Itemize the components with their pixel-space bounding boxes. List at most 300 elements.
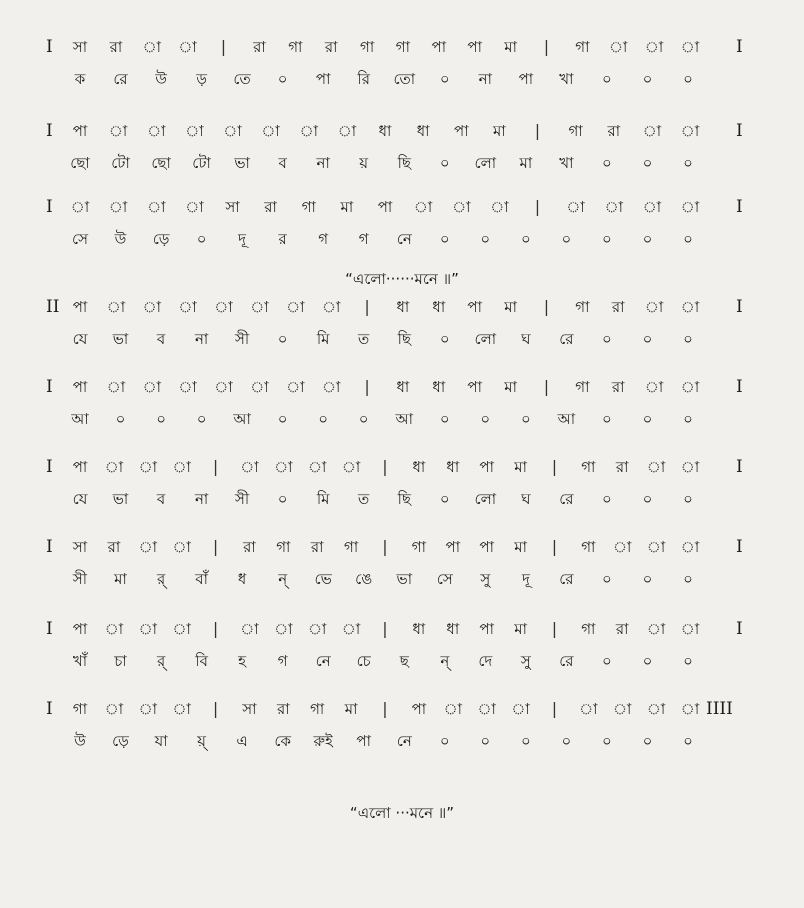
swara-note: া bbox=[286, 378, 305, 396]
lyric-syllable: ঘ bbox=[521, 330, 531, 348]
lyric-row bbox=[0, 646, 804, 676]
bar-line: | bbox=[534, 121, 541, 140]
swara-row bbox=[0, 32, 804, 62]
lyric-syllable: ব bbox=[156, 490, 166, 508]
swara-note: রা bbox=[109, 38, 123, 56]
lyric-syllable: র্ bbox=[156, 570, 166, 588]
swara-note: া bbox=[680, 538, 700, 556]
lyric-row bbox=[0, 726, 804, 756]
swara-note: পা bbox=[479, 458, 494, 476]
lyric-syllable: লো bbox=[474, 154, 497, 172]
swara-note: পা bbox=[431, 38, 447, 56]
swara-note: া bbox=[108, 198, 128, 216]
lyric-syllable: ০ bbox=[683, 490, 693, 508]
swara-note: া bbox=[477, 700, 496, 718]
swara-note: া bbox=[178, 378, 197, 396]
swara-note: া bbox=[680, 620, 700, 638]
bar-line: | bbox=[382, 537, 388, 556]
swara-note: া bbox=[138, 700, 157, 718]
swara-note: মা bbox=[504, 298, 517, 316]
swara-note: া bbox=[337, 122, 357, 140]
swara-note: গা bbox=[360, 38, 375, 56]
lyric-syllable: ০ bbox=[642, 652, 653, 670]
swara-note: া bbox=[443, 700, 462, 718]
swara-note: া bbox=[452, 198, 471, 216]
swara-note: রা bbox=[611, 298, 625, 316]
swara-note: গা bbox=[581, 620, 596, 638]
lyric-syllable: পা bbox=[356, 732, 371, 750]
swara-note: া bbox=[307, 620, 327, 638]
swara-note: া bbox=[646, 538, 666, 556]
right-bar-mark: I bbox=[736, 37, 743, 57]
swara-note: গা bbox=[310, 700, 325, 718]
lyric-syllable: দূ bbox=[238, 230, 247, 248]
lyric-syllable: ০ bbox=[439, 70, 450, 88]
lyric-syllable: ০ bbox=[683, 410, 693, 428]
lyric-row bbox=[0, 324, 804, 354]
lyric-syllable: আ bbox=[395, 410, 414, 428]
lyric-syllable: ০ bbox=[439, 490, 450, 508]
swara-note: া bbox=[307, 458, 327, 476]
bar-line: | bbox=[382, 699, 388, 718]
lyric-syllable: ব bbox=[156, 330, 166, 348]
swara-note: পা bbox=[467, 378, 482, 396]
lyric-syllable: না bbox=[316, 154, 330, 172]
swara-note: া bbox=[104, 700, 124, 718]
lyric-syllable: খা bbox=[559, 70, 574, 88]
bar-line: | bbox=[212, 457, 219, 476]
swara-note: গা bbox=[581, 538, 596, 556]
swara-note: ধা bbox=[446, 458, 460, 476]
lyric-syllable: ০ bbox=[642, 330, 653, 348]
bar-line: | bbox=[551, 537, 558, 556]
lyric-row bbox=[0, 64, 804, 94]
lyric-syllable: মি bbox=[316, 490, 330, 508]
lyric-syllable: সু bbox=[480, 570, 491, 588]
left-bar-mark: I bbox=[46, 37, 53, 57]
swara-note: মা bbox=[493, 122, 506, 140]
right-bar-mark: I bbox=[736, 197, 743, 217]
lyric-syllable: বি bbox=[195, 652, 208, 670]
lyric-syllable: ০ bbox=[602, 70, 612, 88]
lyric-syllable: উ bbox=[74, 732, 86, 750]
swara-note: পা bbox=[72, 620, 88, 638]
lyric-syllable: মি bbox=[316, 330, 330, 348]
swara-note: পা bbox=[445, 538, 461, 556]
swara-note: গা bbox=[411, 538, 426, 556]
lyric-syllable: যে bbox=[72, 330, 88, 348]
swara-note: া bbox=[579, 700, 598, 718]
swara-note: া bbox=[274, 458, 293, 476]
swara-note: া bbox=[106, 298, 126, 316]
lyric-syllable: টো bbox=[192, 154, 211, 172]
swara-note: মা bbox=[514, 538, 527, 556]
swara-note: রা bbox=[243, 538, 256, 556]
lyric-syllable: ক bbox=[74, 70, 86, 88]
swara-note: া bbox=[341, 620, 361, 638]
swara-note: া bbox=[185, 198, 204, 216]
swara-note: া bbox=[644, 298, 664, 316]
swara-note: া bbox=[138, 458, 157, 476]
lyric-syllable: সে bbox=[72, 230, 88, 248]
lyric-syllable: ০ bbox=[683, 230, 693, 248]
bar-line: | bbox=[551, 619, 558, 638]
section-heading: “এলো······মনে ॥” bbox=[345, 270, 459, 288]
lyric-syllable: ০ bbox=[683, 570, 693, 588]
lyric-syllable: সী bbox=[72, 570, 88, 588]
lyric-syllable: খাঁ bbox=[72, 652, 88, 670]
lyric-syllable: উ bbox=[155, 70, 167, 88]
lyric-syllable: আ bbox=[233, 410, 251, 428]
lyric-syllable: ০ bbox=[602, 410, 612, 428]
lyric-syllable: ভা bbox=[112, 490, 129, 508]
left-bar-mark: I bbox=[46, 197, 53, 217]
swara-note: া bbox=[104, 458, 124, 476]
swara-note: সা bbox=[242, 700, 257, 718]
lyric-syllable: ত bbox=[358, 490, 370, 508]
swara-note: া bbox=[108, 122, 128, 140]
lyric-syllable: রে bbox=[559, 330, 574, 348]
lyric-syllable: ০ bbox=[277, 410, 288, 428]
right-bar-mark: I bbox=[736, 297, 743, 317]
lyric-syllable: ০ bbox=[439, 732, 450, 750]
bar-line: | bbox=[212, 699, 219, 718]
swara-note: পা bbox=[454, 122, 469, 140]
swara-row bbox=[0, 116, 804, 146]
lyric-syllable: ০ bbox=[196, 410, 207, 428]
swara-note: পা bbox=[411, 700, 427, 718]
lyric-syllable: ০ bbox=[683, 330, 693, 348]
swara-row bbox=[0, 614, 804, 644]
swara-note: ধা bbox=[432, 378, 446, 396]
swara-note: গা bbox=[288, 38, 303, 56]
lyric-syllable: ০ bbox=[602, 490, 612, 508]
lyric-row bbox=[0, 224, 804, 254]
swara-note: া bbox=[142, 38, 161, 56]
swara-note: া bbox=[646, 458, 666, 476]
swara-note: পা bbox=[467, 38, 482, 56]
lyric-syllable: টো bbox=[111, 154, 130, 172]
lyric-syllable: হ bbox=[238, 652, 247, 670]
swara-note: রা bbox=[611, 378, 625, 396]
swara-note: মা bbox=[344, 700, 358, 718]
lyric-syllable: গ bbox=[318, 230, 329, 248]
lyric-syllable: ০ bbox=[480, 230, 491, 248]
swara-note: া bbox=[680, 458, 700, 476]
lyric-syllable: না bbox=[194, 490, 209, 508]
lyric-syllable: র্ bbox=[156, 652, 166, 670]
left-bar-mark: II bbox=[46, 297, 60, 317]
swara-note: া bbox=[644, 378, 664, 396]
swara-note: া bbox=[70, 198, 90, 216]
swara-row bbox=[0, 292, 804, 322]
bar-line: | bbox=[543, 297, 550, 316]
right-bar-mark: I bbox=[736, 121, 743, 141]
lyric-syllable: ০ bbox=[277, 330, 288, 348]
swara-note: পা bbox=[72, 122, 88, 140]
lyric-syllable: ০ bbox=[480, 410, 491, 428]
lyric-syllable: না bbox=[194, 330, 209, 348]
swara-note: পা bbox=[377, 198, 393, 216]
swara-note: রা bbox=[310, 538, 324, 556]
right-bar-mark: I bbox=[736, 377, 743, 397]
bar-line: | bbox=[364, 297, 370, 316]
lyric-syllable: য়্ bbox=[197, 732, 207, 750]
lyric-syllable: ০ bbox=[561, 732, 572, 750]
lyric-syllable: সী bbox=[234, 330, 250, 348]
lyric-syllable: কে bbox=[274, 732, 291, 750]
swara-note: া bbox=[642, 122, 662, 140]
swara-note: া bbox=[341, 458, 361, 476]
lyric-syllable: লো bbox=[474, 330, 497, 348]
swara-note: া bbox=[172, 700, 191, 718]
lyric-syllable: ০ bbox=[683, 70, 693, 88]
swara-note: া bbox=[511, 700, 530, 718]
lyric-syllable: ০ bbox=[277, 70, 288, 88]
swara-row bbox=[0, 192, 804, 222]
lyric-syllable: ০ bbox=[602, 652, 612, 670]
swara-note: া bbox=[604, 198, 623, 216]
lyric-syllable: ব bbox=[278, 154, 287, 172]
lyric-syllable: ০ bbox=[642, 570, 653, 588]
lyric-syllable: ০ bbox=[439, 330, 450, 348]
lyric-syllable: ০ bbox=[602, 570, 612, 588]
swara-note: সা bbox=[72, 538, 88, 556]
swara-note: গা bbox=[395, 38, 410, 56]
swara-note: া bbox=[104, 620, 124, 638]
swara-note: ধা bbox=[416, 122, 430, 140]
lyric-syllable: নে bbox=[315, 652, 331, 670]
lyric-syllable: ন্ bbox=[278, 570, 288, 588]
lyric-syllable: রে bbox=[113, 70, 128, 88]
lyric-syllable: ০ bbox=[561, 230, 572, 248]
right-bar-mark: I bbox=[736, 457, 743, 477]
lyric-syllable: ০ bbox=[642, 732, 653, 750]
lyric-syllable: নে bbox=[396, 230, 412, 248]
lyric-syllable: ০ bbox=[521, 410, 531, 428]
swara-note: গা bbox=[72, 700, 88, 718]
swara-note: া bbox=[680, 378, 700, 396]
swara-note: া bbox=[680, 122, 700, 140]
swara-note: া bbox=[178, 38, 197, 56]
lyric-syllable: পা bbox=[518, 70, 534, 88]
swara-row bbox=[0, 452, 804, 482]
swara-row bbox=[0, 372, 804, 402]
lyric-syllable: ত bbox=[358, 330, 370, 348]
swara-note: মা bbox=[340, 198, 354, 216]
swara-note: রা bbox=[107, 538, 121, 556]
swara-note: া bbox=[646, 620, 666, 638]
swara-note: রা bbox=[324, 38, 338, 56]
lyric-syllable: ছি bbox=[397, 330, 411, 348]
lyric-syllable: গ bbox=[277, 652, 288, 670]
right-bar-mark: I bbox=[736, 537, 743, 557]
lyric-syllable: লো bbox=[474, 490, 497, 508]
lyric-syllable: রে bbox=[559, 490, 574, 508]
lyric-syllable: আ bbox=[71, 410, 89, 428]
lyric-syllable: যা bbox=[154, 732, 168, 750]
lyric-syllable: ছি bbox=[397, 490, 411, 508]
swara-note: পা bbox=[72, 298, 88, 316]
swara-note: রা bbox=[264, 198, 277, 216]
right-bar-mark: I bbox=[736, 619, 743, 639]
swara-note: া bbox=[612, 538, 632, 556]
lyric-row bbox=[0, 404, 804, 434]
swara-note: রা bbox=[253, 38, 266, 56]
lyric-syllable: সু bbox=[520, 652, 531, 670]
lyric-syllable: ০ bbox=[277, 490, 288, 508]
swara-note: া bbox=[644, 38, 664, 56]
lyric-syllable: ০ bbox=[521, 230, 531, 248]
lyric-syllable: ০ bbox=[602, 330, 612, 348]
lyric-syllable: ড়ে bbox=[112, 732, 129, 750]
swara-note: মা bbox=[504, 38, 517, 56]
lyric-syllable: ০ bbox=[156, 410, 166, 428]
swara-note: া bbox=[646, 700, 666, 718]
lyric-syllable: ড় bbox=[196, 70, 207, 88]
swara-note: ধা bbox=[378, 122, 392, 140]
swara-note: পা bbox=[479, 620, 494, 638]
lyric-row bbox=[0, 484, 804, 514]
swara-note: া bbox=[250, 298, 269, 316]
lyric-syllable: ন্ bbox=[440, 652, 450, 670]
swara-note: পা bbox=[467, 298, 482, 316]
bar-line: | bbox=[551, 699, 558, 718]
lyric-syllable: ছ bbox=[399, 652, 409, 670]
bar-line: | bbox=[534, 197, 541, 216]
swara-note: মা bbox=[514, 620, 527, 638]
swara-note: া bbox=[261, 122, 280, 140]
lyric-syllable: ০ bbox=[642, 70, 653, 88]
lyric-syllable: এ bbox=[236, 732, 248, 750]
lyric-syllable: চে bbox=[356, 652, 371, 670]
lyric-syllable: ছো bbox=[151, 154, 171, 172]
lyric-syllable: পা bbox=[315, 70, 331, 88]
swara-note: ধা bbox=[412, 458, 426, 476]
swara-note: পা bbox=[479, 538, 494, 556]
lyric-syllable: না bbox=[478, 70, 492, 88]
lyric-syllable: নে bbox=[396, 732, 412, 750]
swara-note: ধা bbox=[446, 620, 460, 638]
swara-note: সা bbox=[225, 198, 240, 216]
swara-note: গা bbox=[301, 198, 316, 216]
right-bar-mark: IIII bbox=[706, 699, 733, 719]
lyric-syllable: তো bbox=[393, 70, 416, 88]
lyric-syllable: ০ bbox=[318, 410, 329, 428]
swara-note: া bbox=[608, 38, 628, 56]
lyric-syllable: গ bbox=[358, 230, 369, 248]
swara-note: া bbox=[142, 378, 161, 396]
left-bar-mark: I bbox=[46, 537, 53, 557]
lyric-syllable: ০ bbox=[642, 490, 653, 508]
swara-note: রা bbox=[615, 458, 629, 476]
lyric-syllable: ভা bbox=[396, 570, 413, 588]
left-bar-mark: I bbox=[46, 699, 53, 719]
lyric-syllable: রুই bbox=[313, 732, 333, 750]
swara-note: া bbox=[172, 458, 191, 476]
swara-note: া bbox=[214, 378, 233, 396]
swara-note: া bbox=[147, 198, 166, 216]
lyric-syllable: ধ bbox=[237, 570, 247, 588]
swara-note: া bbox=[680, 198, 700, 216]
lyric-syllable: সে bbox=[436, 570, 453, 588]
swara-note: া bbox=[286, 298, 305, 316]
swara-note: া bbox=[680, 700, 700, 718]
swara-note: া bbox=[172, 620, 191, 638]
left-bar-mark: I bbox=[46, 377, 53, 397]
left-bar-mark: I bbox=[46, 619, 53, 639]
swara-note: গা bbox=[575, 378, 590, 396]
swara-note: া bbox=[612, 700, 632, 718]
lyric-syllable: আ bbox=[557, 410, 576, 428]
swara-note: া bbox=[240, 458, 259, 476]
swara-note: গা bbox=[276, 538, 291, 556]
swara-note: া bbox=[172, 538, 191, 556]
lyric-syllable: ০ bbox=[521, 732, 531, 750]
bar-line: | bbox=[382, 457, 388, 476]
lyric-syllable: দে bbox=[478, 652, 493, 670]
lyric-syllable: উ bbox=[114, 230, 127, 248]
swara-note: া bbox=[214, 298, 233, 316]
swara-note: া bbox=[566, 198, 585, 216]
swara-note: ধা bbox=[432, 298, 446, 316]
swara-note: ধা bbox=[412, 620, 426, 638]
swara-note: গা bbox=[575, 38, 590, 56]
swara-note: া bbox=[240, 620, 259, 638]
swara-note: গা bbox=[575, 298, 590, 316]
lyric-syllable: র bbox=[278, 230, 287, 248]
swara-note: া bbox=[142, 298, 161, 316]
lyric-syllable: ০ bbox=[642, 230, 653, 248]
lyric-syllable: ঘ bbox=[521, 490, 531, 508]
lyric-syllable: ভে bbox=[314, 570, 332, 588]
lyric-syllable: ০ bbox=[683, 732, 693, 750]
swara-note: ধা bbox=[396, 378, 410, 396]
lyric-row bbox=[0, 148, 804, 178]
lyric-syllable: ০ bbox=[439, 230, 450, 248]
lyric-syllable: ০ bbox=[358, 410, 369, 428]
lyric-syllable: খা bbox=[559, 154, 574, 172]
lyric-syllable: ০ bbox=[683, 154, 693, 172]
lyric-syllable: ০ bbox=[642, 410, 653, 428]
swara-row bbox=[0, 532, 804, 562]
lyric-syllable: ০ bbox=[115, 410, 126, 428]
swara-note: ধা bbox=[396, 298, 410, 316]
swara-note: া bbox=[138, 538, 157, 556]
bar-line: | bbox=[551, 457, 558, 476]
swara-note: া bbox=[413, 198, 433, 216]
lyric-syllable: বাঁ bbox=[195, 570, 208, 588]
swara-note: া bbox=[138, 620, 157, 638]
bar-line: | bbox=[212, 619, 219, 638]
swara-note: া bbox=[178, 298, 197, 316]
lyric-syllable: ০ bbox=[602, 154, 612, 172]
lyric-syllable: ০ bbox=[642, 154, 653, 172]
swara-note: গা bbox=[344, 538, 359, 556]
lyric-syllable: দূ bbox=[521, 570, 530, 588]
lyric-syllable: ছো bbox=[70, 154, 90, 172]
lyric-syllable: রি bbox=[357, 70, 370, 88]
swara-note: া bbox=[680, 298, 700, 316]
lyric-syllable: ০ bbox=[602, 230, 612, 248]
lyric-syllable: রে bbox=[559, 570, 574, 588]
swara-note: া bbox=[299, 122, 318, 140]
swara-note: া bbox=[250, 378, 269, 396]
lyric-syllable: মা bbox=[519, 154, 533, 172]
lyric-syllable: ০ bbox=[602, 732, 612, 750]
swara-note: মা bbox=[504, 378, 517, 396]
swara-row bbox=[0, 694, 804, 724]
